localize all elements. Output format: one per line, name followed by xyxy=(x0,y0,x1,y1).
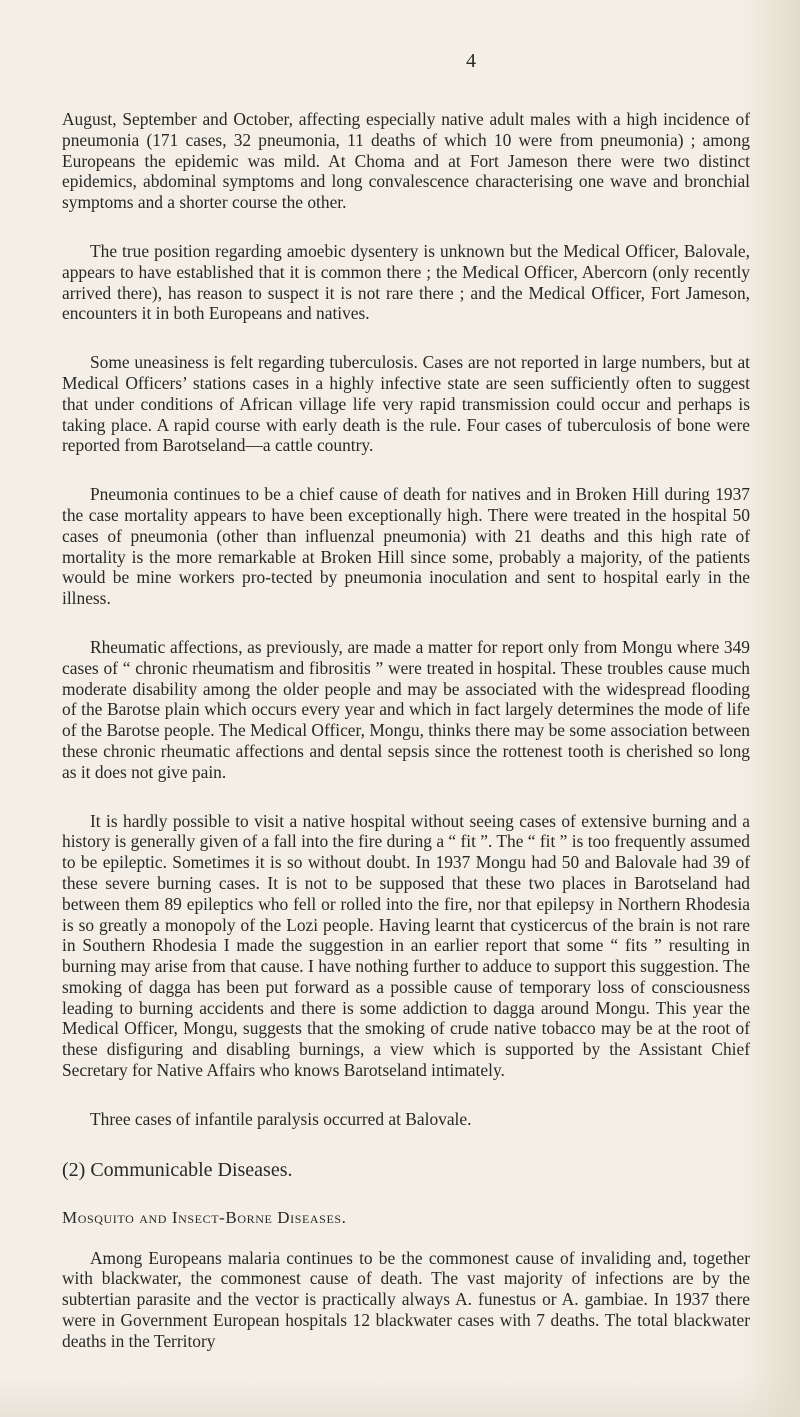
paragraph-burning-cases: It is hardly possible to visit a native hospital without seeing cases of extensive burning and a history is generally given of a fall into the fire during a “ fit ”. The “ fit ” is too frequently assumed to be epileptic. Sometimes it is so without doubt. In 1937 Mongu had 50 and Balovale had 39 of these severe burning cases. It is not to be supposed that these two places in Barotseland had between them 89 epileptics who fell or rolled into the fire, nor that epilepsy in Northern Rhodesia is so greatly a monopoly of the Lozi people. Having learnt that cysticercus of the brain is not rare in Southern Rhodesia I made the suggestion in an earlier report that some “ fits ” resulting in burning may arise from that cause. I have nothing further to adduce to support this suggestion. The smoking of dagga has been put forward as a possible cause of temporary loss of consciousness leading to burning accidents and there is some addiction to dagga around Mongu. This year the Medical Officer, Mongu, suggests that the smoking of crude native tobacco may be at the root of these disfiguring and disabling burnings, a view which is supported by the Assistant Chief Secretary for Native Affairs who knows Barotseland intimately. xyxy=(62,810,750,1081)
paragraph-malaria: Among Europeans malaria continues to be the commonest cause of invaliding and, together with blackwater, the commonest cause of death. The vast majority of infections are by the subtertian parasite and the vector is practically always A. funestus or A. gambiae. In 1937 there were in Government European hospitals 12 blackwater cases with 7 deaths. The total blackwater deaths in the Territory xyxy=(62,1247,750,1351)
paragraph-tuberculosis: Some uneasiness is felt regarding tuberculosis. Cases are not reported in large numbers, but at Medical Officers’ stations cases in a highly infective state are seen sufficiently often to suggest that under conditions of African village life very rapid transmission could occur and perhaps is taking place. A rapid course with early death is the rule. Four cases of tuberculosis of bone were reported from Barotseland—a cattle country. xyxy=(62,352,750,456)
section-heading-communicable-diseases: (2) Communicable Diseases. xyxy=(62,1158,293,1181)
paragraph-influenza-continued: August, September and October, affecting especially native adult males with a high incidence of pneumonia (171 cases, 32 pneumonia, 11 deaths of which 10 were from pneumonia) ; among Europeans the epidemic was mild. At Choma and at Fort Jameson there were two distinct epidemics, abdominal symptoms and long convalescence characterising one wave and bronchial symptoms and a shorter course the other. xyxy=(62,109,750,213)
paragraph-amoebic-dysentery: The true position regarding amoebic dysentery is unknown but the Medical Officer, Balovale, appears to have established that it is common there ; the Medical Officer, Abercorn (only recently arrived there), has reason to suspect it is not rare there ; and the Medical Officer, Fort Jameson, encounters it in both Europeans and natives. xyxy=(62,240,750,324)
paragraph-pneumonia: Pneumonia continues to be a chief cause of death for natives and in Broken Hill during 1937 the case mortality appears to have been exceptionally high. There were treated in the hospital 50 cases of pneumonia (other than influenzal pneumonia) with 21 deaths and this high rate of mortality is the more remarkable at Broken Hill since some, probably a majority, of the patients would be mine workers pro-tected by pneumonia inoculation and sent to hospital early in the illness. xyxy=(62,484,750,609)
page-number: 4 xyxy=(466,50,476,72)
page-bottom-shading xyxy=(0,1377,800,1417)
paragraph-infantile-paralysis: Three cases of infantile paralysis occurred at Balovale. xyxy=(90,1108,472,1129)
paragraph-rheumatic-affections: Rheumatic affections, as previously, are made a matter for report only from Mongu where 349 cases of “ chronic rheumatism and fibrositis ” were treated in hospital. These troubles cause much moderate disability among the older people and may be associated with the widespread flooding of the Barotse plain which occurs every year and which in fact largely determines the mode of life of the Barotse people. The Medical Officer, Mongu, thinks there may be some association between these chronic rheumatic affections and dental sepsis since the rottenest tooth is cherished so long as it does not give pain. xyxy=(62,636,750,782)
subheading-mosquito-insect-borne: Mosquito and Insect-Borne Diseases. xyxy=(62,1207,347,1227)
document-page xyxy=(62,50,750,1380)
